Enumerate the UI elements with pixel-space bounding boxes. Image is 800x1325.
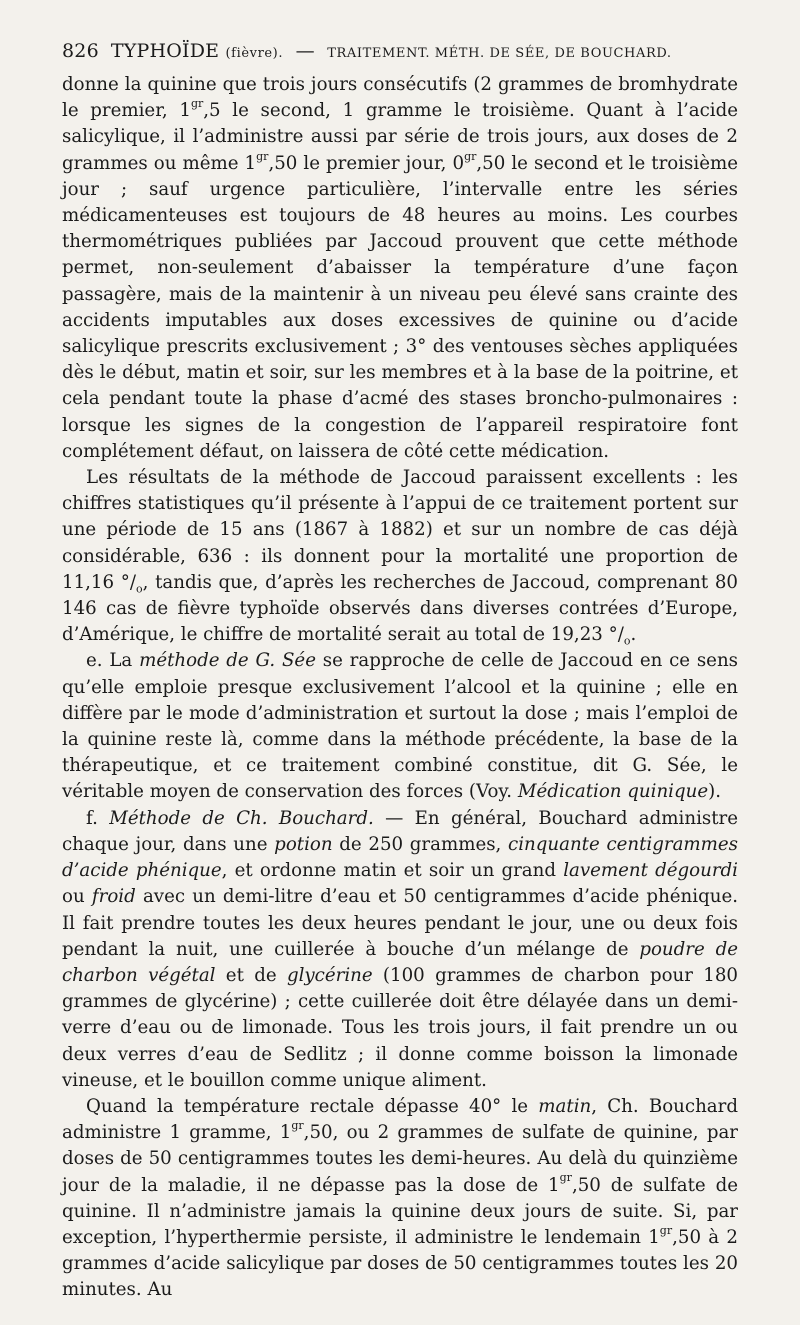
header-dash: — bbox=[295, 40, 315, 62]
header-section: TRAITEMENT. MÉTH. DE SÉE, DE BOUCHARD. bbox=[327, 46, 672, 61]
text-run: de 250 grammes, bbox=[332, 833, 509, 855]
text-run: f. bbox=[86, 807, 110, 829]
body-text bbox=[62, 72, 738, 1304]
text-run: avec un demi-litre d’eau et 50 centigrammes d’acide phénique. Il fait prendre toutes les deux heures pendant le jour, une ou deux fois pendant la nuit, une cuillerée à bouche d’un mélange de bbox=[62, 886, 738, 960]
paragraph bbox=[62, 465, 738, 648]
text-run: , et ordonne matin et soir un grand bbox=[221, 860, 564, 882]
abbreviation-mark: gr bbox=[291, 1119, 304, 1133]
text-run: et de bbox=[215, 964, 287, 986]
header-title: TYPHOÏDE bbox=[110, 40, 220, 62]
abbreviation-mark: gr bbox=[190, 97, 204, 111]
text-run: ,50, ou 2 grammes de sulfate de quinine, par doses de 50 centigrammes toutes les demi-heures. Au delà du quinzième jour de la maladie, il ne dépasse pas la dose de 1 bbox=[62, 1122, 738, 1196]
text-run: ,50 le premier jour, 0 bbox=[268, 152, 465, 174]
page-number: 826 bbox=[62, 40, 99, 62]
italic-text: matin bbox=[538, 1095, 592, 1117]
header-subtitle: (fièvre). bbox=[225, 46, 284, 61]
text-run: e. La bbox=[86, 650, 140, 672]
text-run: ,50 de sulfate de quinine. Il n’administre jamais la quinine deux jours de suite. Si, par exception, l’hyperthermie persiste, il administre le lendemain 1 bbox=[62, 1174, 738, 1248]
italic-text: poudre de charbon végétal bbox=[62, 938, 738, 986]
italic-text: froid bbox=[91, 886, 136, 908]
paragraph bbox=[62, 1094, 738, 1304]
text-run: ,50 à 2 grammes d’acide salicylique par doses de 50 centigrammes toutes les 20 minutes. Au bbox=[62, 1226, 738, 1301]
text-run: ,5 le second, 1 gramme le troisième. Quant à l’acide salicylique, il l’administre aussi par série de trois jours, aux doses de 2 grammes ou même 1 bbox=[62, 100, 738, 174]
text-run: — En général, Bouchard administre chaque jour, dans une bbox=[62, 807, 738, 855]
paragraph bbox=[62, 72, 738, 465]
text-run: , Ch. Bouchard administre 1 gramme, 1 bbox=[62, 1095, 738, 1144]
italic-text: glycérine bbox=[286, 964, 373, 986]
italic-text: Méthode de Ch. Bouchard. bbox=[109, 807, 374, 829]
italic-text: méthode de G. Sée bbox=[139, 650, 316, 672]
text-run: ,50 le second et le troisième jour ; sauf urgence particulière, l’intervalle entre les séries médicamenteuses est toujours de 48 heures au moins. Les courbes thermométriques publiées par Jaccoud prouvent que cette méthode permet, non-seulement d’abaisser la température d’une façon passagère, mais de la maintenir à un niveau peu élevé sans crainte des accidents imputables aux doses excessives de quinine ou d’acide salicylique prescrits exclusivement ; 3° des ventouses sèches appliquées dès le début, matin et soir, sur les membres et à la base de la poitrine, et cela pendant toute la phase d’acmé des stases broncho-pulmonaires : lorsque les signes de la congestion de l’appareil respiratoire font complétement défaut, on laissera de côté cette médication. bbox=[62, 152, 738, 462]
italic-text: Médication quinique bbox=[517, 781, 709, 803]
text-run: se rapproche de celle de Jaccoud en ce sens qu’elle emploie presque exclusivement l’alcool et la quinine ; elle en diffère par le mode d’administration et surtout la dose ; mais l’emploi de la quinine reste là, comme dans la méthode précédente, la base de la thérapeutique, et ce traitement combiné constitue, dit G. Sée, le véritable moyen de conservation des forces (Voy. bbox=[62, 650, 738, 803]
abbreviation-mark: o bbox=[136, 582, 143, 596]
abbreviation-mark: gr bbox=[659, 1223, 673, 1237]
text-run: (100 grammes de charbon pour 180 grammes de glycérine) ; cette cuillerée doit être délayée dans un demi-verre d’eau ou de limonade. Tous les trois jours, il fait prendre un ou deux verres d’eau de Sedlitz ; il donne comme boisson la limonade vineuse, et le bouillon comme unique aliment. bbox=[62, 964, 738, 1091]
text-run: , tandis que, d’après les recherches de Jaccoud, comprenant 80 146 cas de fièvre typhoïde observés dans diverses contrées d’Europe, d’Amérique, le chiffre de mortalité serait au total de 19,23 °/ bbox=[62, 571, 738, 646]
paragraph bbox=[62, 806, 738, 1094]
abbreviation-mark: gr bbox=[256, 149, 269, 163]
abbreviation-mark: gr bbox=[559, 1171, 572, 1185]
abbreviation-mark: o bbox=[623, 634, 631, 648]
italic-text: cinquante centigrammes d’acide phénique bbox=[62, 833, 739, 882]
paragraph bbox=[62, 648, 738, 805]
text-run: Les résultats de la méthode de Jaccoud paraissent excellents : les chiffres statistiques qu’il présente à l’appui de ce traitement portent sur une période de 15 ans (1867 à 1882) et sur un nombre de cas déjà considérable, 636 : ils donnent pour la mortalité une proportion de 11,16 °/ bbox=[62, 467, 738, 593]
italic-text: lavement dégourdi bbox=[563, 860, 738, 882]
text-run: donne la quinine que trois jours consécutifs (2 grammes de bromhydrate le premier, 1 bbox=[62, 74, 738, 122]
text-run: Quand la température rectale dépasse 40° le bbox=[86, 1095, 539, 1117]
italic-text: potion bbox=[274, 833, 333, 855]
text-run: ). bbox=[708, 781, 722, 803]
running-head bbox=[62, 40, 738, 62]
text-run: ou bbox=[62, 886, 92, 908]
text-run: . bbox=[630, 624, 637, 646]
abbreviation-mark: gr bbox=[464, 149, 477, 163]
